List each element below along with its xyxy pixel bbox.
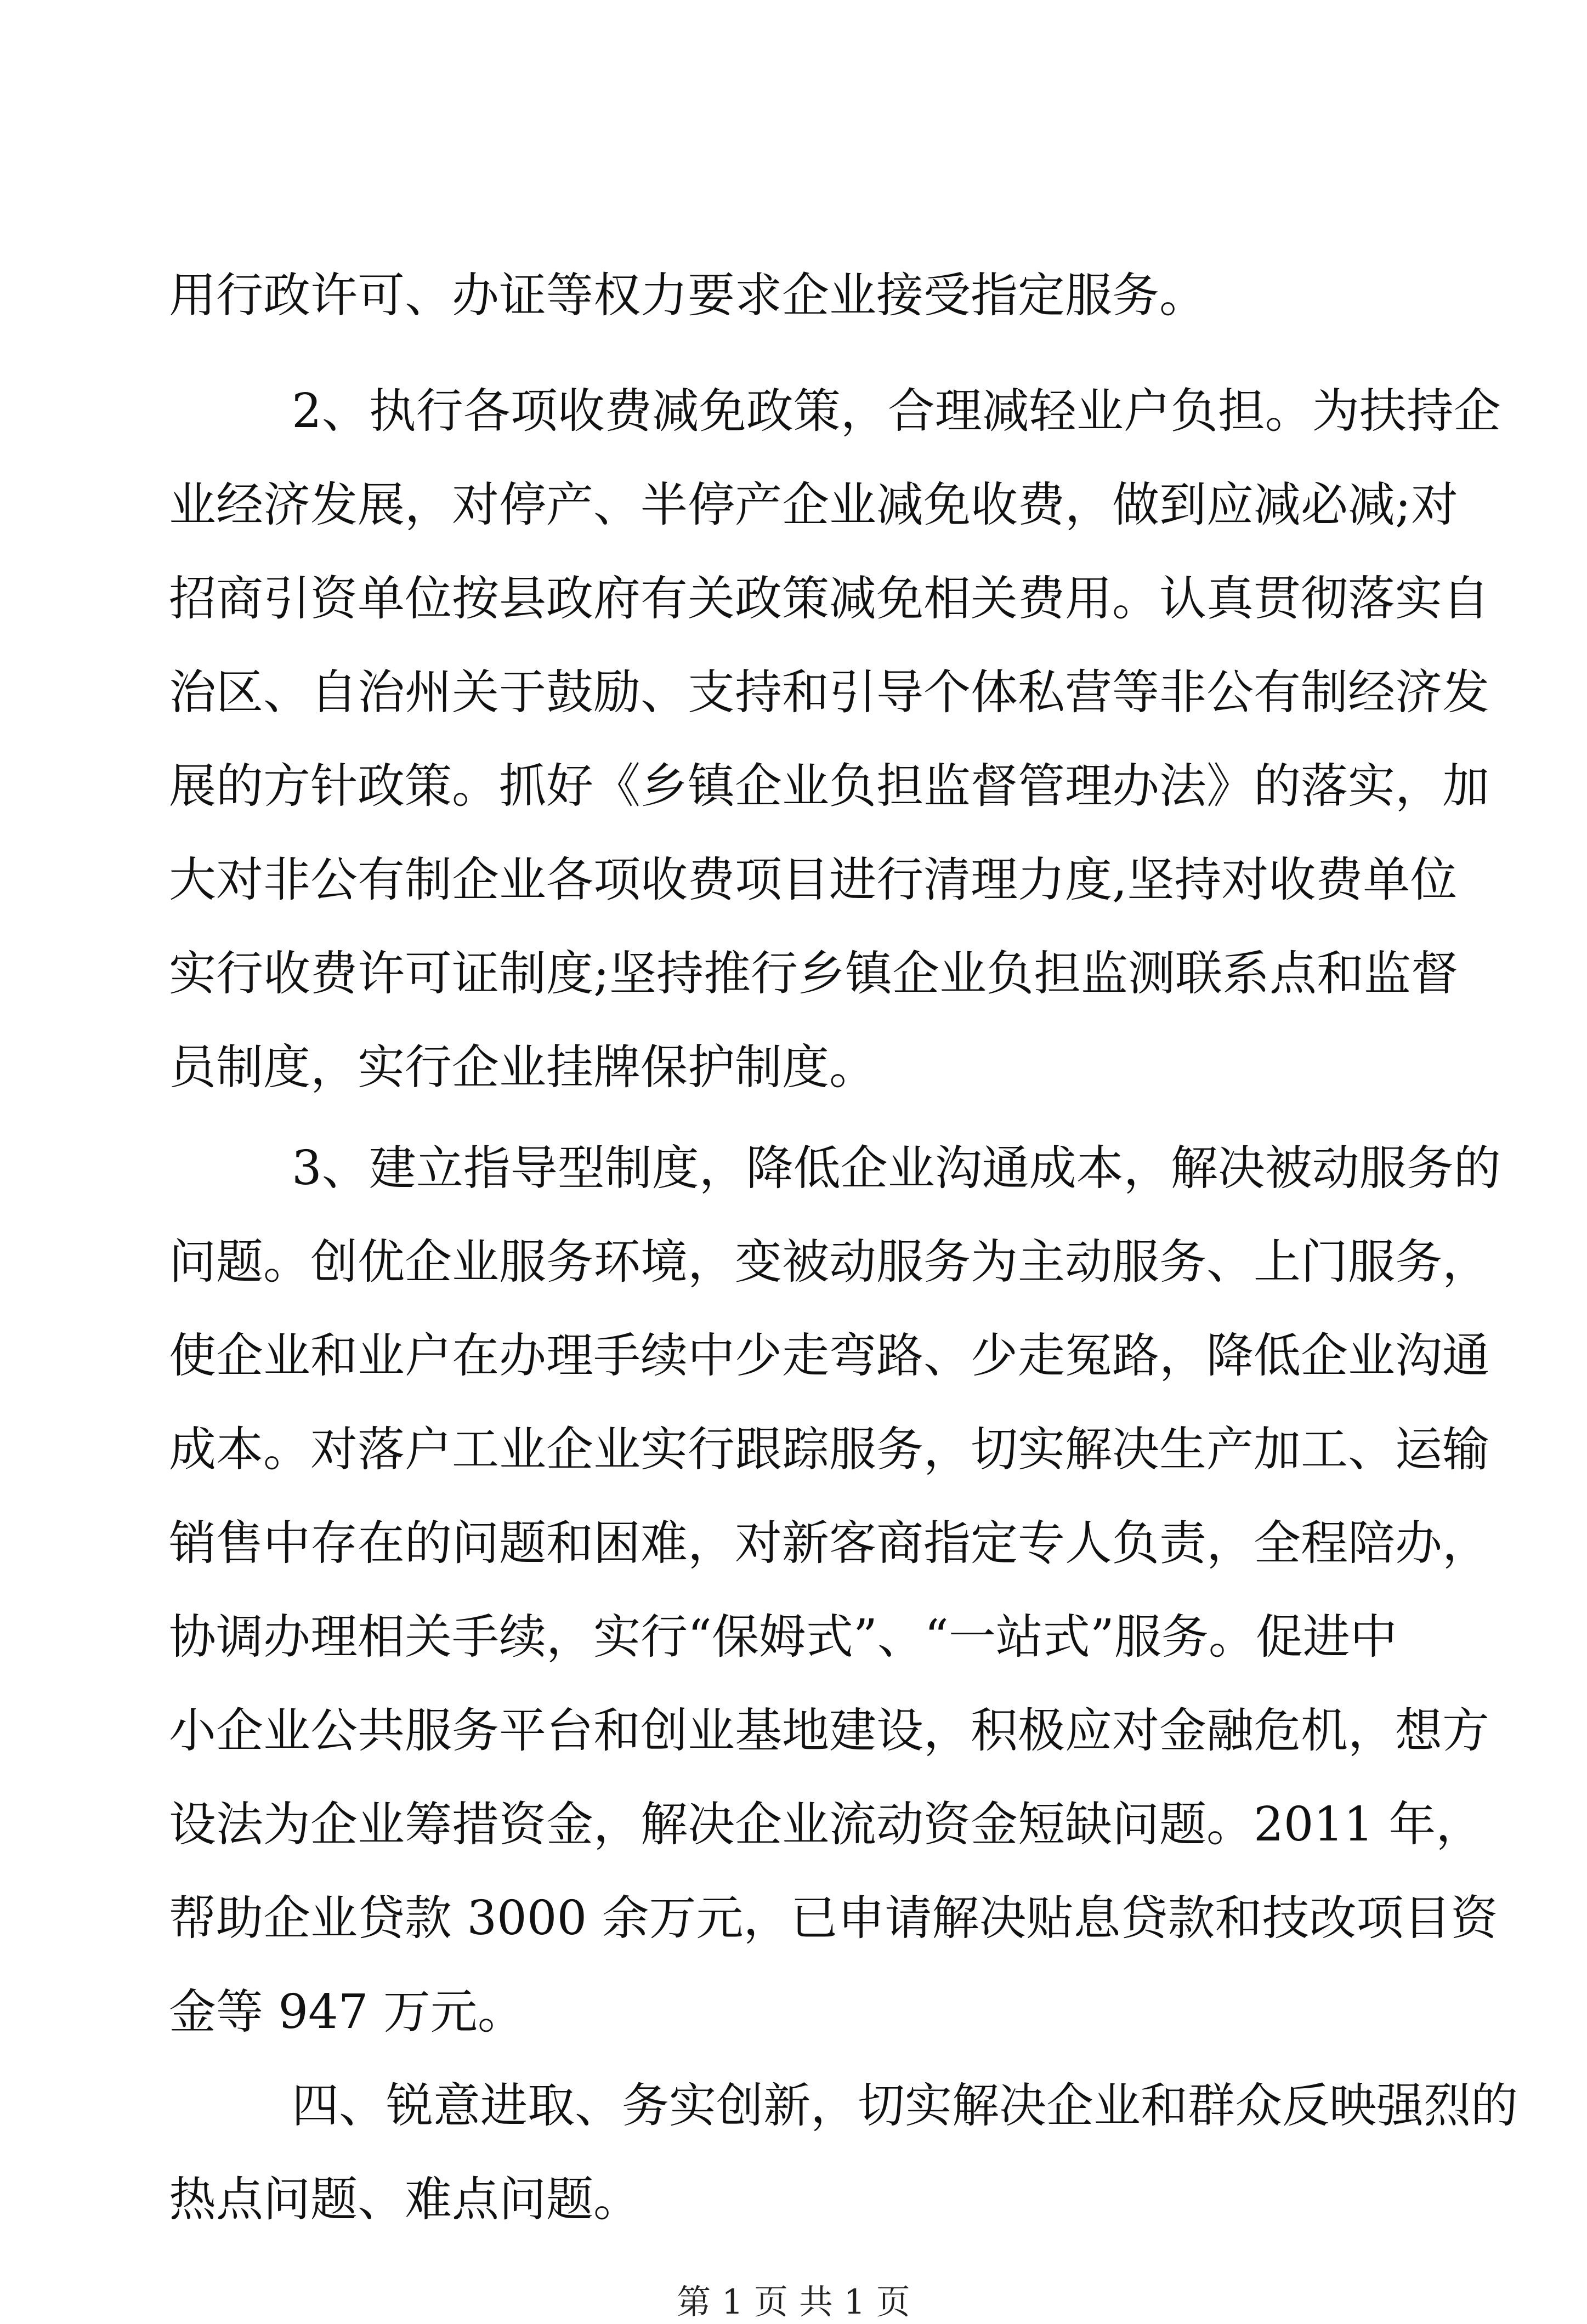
text-line-20: 四、锐意进取、务实创新，切实解决企业和群众反映强烈的 <box>292 2078 1518 2133</box>
text-line-8: 实行收费许可证制度;坚持推行乡镇企业负担监测联系点和监督 <box>169 946 1458 1001</box>
text-line-21: 热点问题、难点问题。 <box>169 2172 641 2227</box>
text-line-6: 展的方针政策。抓好《乡镇企业负担监督管理办法》的落实，加 <box>169 759 1489 814</box>
text-line-5: 治区、自治州关于鼓励、支持和引导个体私营等非公有制经济发 <box>169 665 1489 720</box>
text-line-3: 业经济发展，对停产、半停产企业减免收费，做到应减必减;对 <box>169 478 1458 532</box>
text-line-7: 大对非公有制企业各项收费项目进行清理力度,坚持对收费单位 <box>169 853 1458 907</box>
text-line-19: 金等 947 万元。 <box>169 1985 525 2039</box>
text-line-11: 问题。创优企业服务环境，变被动服务为主动服务、上门服务， <box>169 1235 1489 1289</box>
text-line-18: 帮助企业贷款 3000 余万元，已申请解决贴息贷款和技改项目资 <box>169 1891 1498 1946</box>
text-line-12: 使企业和业户在办理手续中少走弯路、少走冤路，降低企业沟通 <box>169 1328 1489 1383</box>
text-line-4: 招商引资单位按县政府有关政策减免相关费用。认真贯彻落实自 <box>169 571 1489 626</box>
text-line-17: 设法为企业筹措资金，解决企业流动资金短缺问题。2011 年， <box>169 1797 1483 1852</box>
text-line-2: 2、执行各项收费减免政策，合理减轻业户负担。为扶持企 <box>292 384 1501 439</box>
text-line-10: 3、建立指导型制度，降低企业沟通成本，解决被动服务的 <box>292 1141 1501 1196</box>
text-line-16: 小企业公共服务平台和创业基地建设，积极应对金融危机，想方 <box>169 1703 1489 1758</box>
text-line-13: 成本。对落户工业企业实行跟踪服务，切实解决生产加工、运输 <box>169 1422 1489 1477</box>
text-line-9: 员制度，实行企业挂牌保护制度。 <box>169 1040 876 1095</box>
text-line-1: 用行政许可、办证等权力要求企业接受指定服务。 <box>169 268 1206 323</box>
page-footer: 第 1 页 共 1 页 <box>677 2282 910 2322</box>
text-line-14: 销售中存在的问题和困难，对新客商指定专人负责，全程陪办， <box>169 1516 1489 1571</box>
text-line-15: 协调办理相关手续，实行“保姆式”、“一站式”服务。促进中 <box>169 1610 1397 1664</box>
